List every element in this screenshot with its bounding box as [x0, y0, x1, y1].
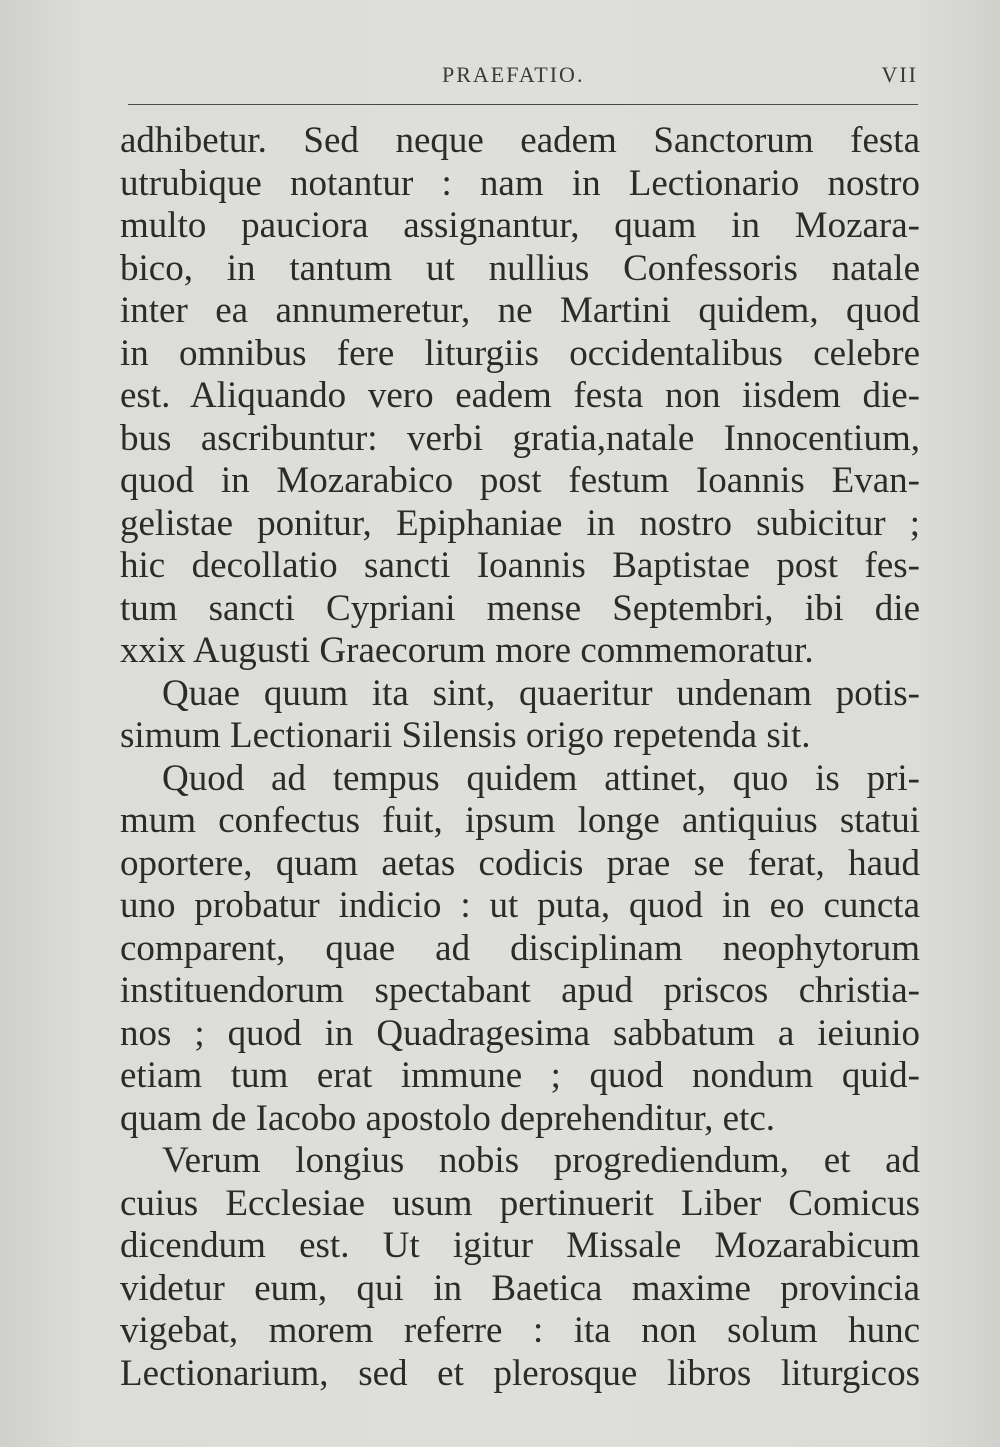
text-line: multo pauciora assignantur, quam in Mozara- — [120, 205, 920, 246]
text-line: xxix Augusti Graecorum more commemoratur. — [120, 630, 814, 671]
text-line: instituendorum spectabant apud priscos christia- — [120, 970, 920, 1011]
text-line: Quod ad tempus quidem attinet, quo is pri- — [162, 757, 920, 799]
text-line: quam de Iacobo apostolo deprehenditur, etc. — [120, 1097, 776, 1139]
text-line: bus ascribuntur: verbi gratia,natale Innocentium, — [120, 417, 920, 459]
text-line: cuius Ecclesiae usum pertinuerit Liber Comicus — [120, 1182, 920, 1224]
text-line: Lectionarium, sed et plerosque libros liturgicos — [120, 1352, 920, 1394]
text-line: videtur eum, qui in Baetica maxime provincia — [120, 1267, 920, 1309]
page-header-title: PRAEFATIO. — [442, 62, 585, 87]
text-line: tum sancti Cypriani mense Septembri, ibi die — [120, 587, 920, 629]
text-line: est. Aliquando vero eadem festa non iisdem die- — [120, 375, 920, 416]
text-line: simum Lectionarii Silensis origo repetenda sit. — [120, 715, 811, 756]
text-line: inter ea annumeretur, ne Martini quidem, quod — [120, 290, 920, 331]
text-line: quod in Mozarabico post festum Ioannis Evan- — [120, 460, 920, 501]
header-rule — [128, 104, 918, 105]
text-line: Quae quum ita sint, quaeritur undenam potis- — [162, 672, 920, 714]
text-line: etiam tum erat immune ; quod nondum quid- — [120, 1055, 920, 1096]
text-line: comparent, quae ad disciplinam neophytorum — [120, 927, 920, 969]
text-line: hic decollatio sancti Ioannis Baptistae post fes- — [120, 545, 920, 586]
text-line: bico, in tantum ut nullius Confessoris natale — [120, 247, 920, 289]
running-head — [128, 62, 918, 92]
text-line: uno probatur indicio : ut puta, quod in eo cuncta — [120, 885, 920, 926]
text-line: adhibetur. Sed neque eadem Sanctorum festa — [120, 120, 920, 161]
text-line: nos ; quod in Quadragesima sabbatum a ieiunio — [120, 1012, 920, 1054]
text-line: in omnibus fere liturgiis occidentalibus celebre — [120, 332, 920, 374]
text-line: dicendum est. Ut igitur Missale Mozarabicum — [120, 1225, 920, 1266]
text-line: Verum longius nobis progrediendum, et ad — [162, 1140, 920, 1181]
text-line: mum confectus fuit, ipsum longe antiquius statui — [120, 800, 920, 841]
body-text — [120, 120, 920, 1395]
text-line: gelistae ponitur, Epiphaniae in nostro subicitur ; — [120, 502, 920, 544]
page-number: VII — [881, 62, 918, 87]
text-line: utrubique notantur : nam in Lectionario nostro — [120, 162, 920, 204]
text-line: vigebat, morem referre : ita non solum hunc — [120, 1310, 920, 1351]
text-line: oportere, quam aetas codicis prae se ferat, haud — [120, 842, 920, 884]
